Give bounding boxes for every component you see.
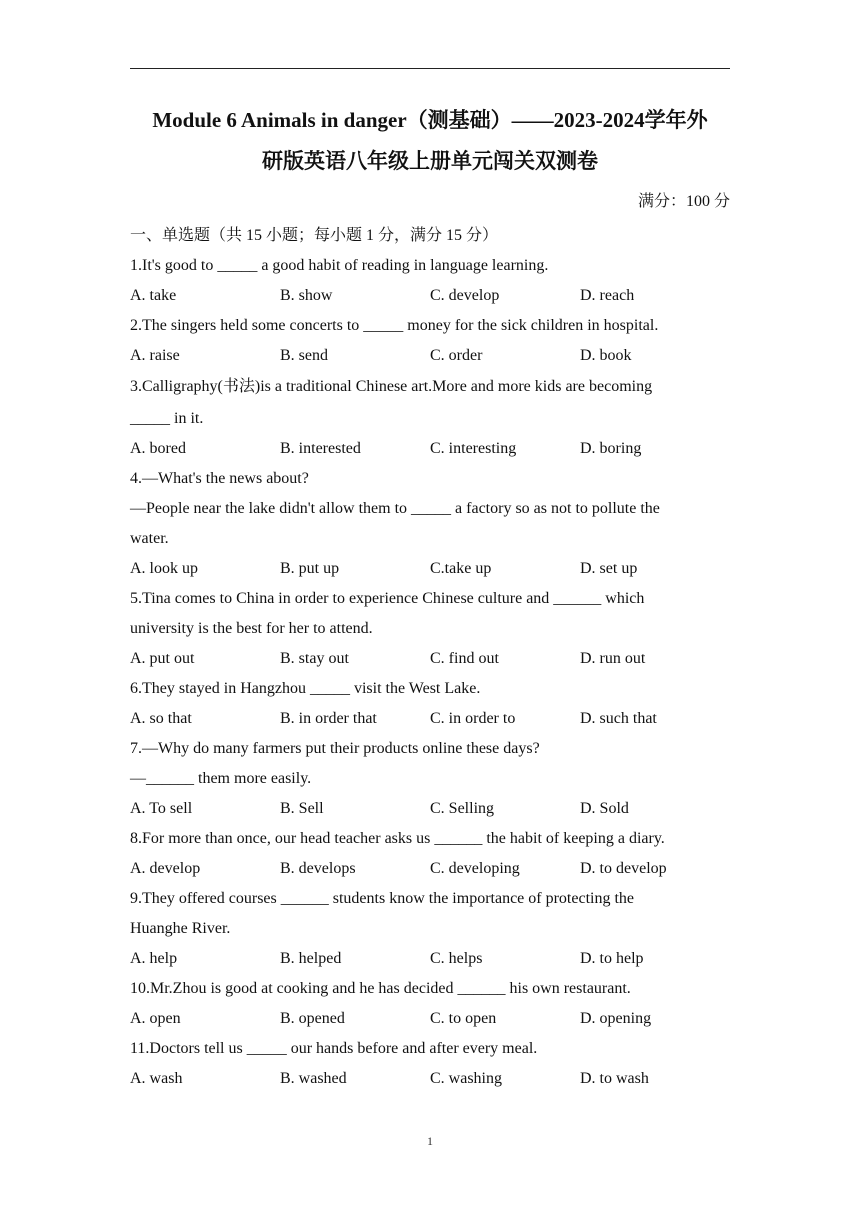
- option-d: D. Sold: [580, 800, 629, 817]
- option-c: C. interesting: [430, 440, 517, 457]
- options-4: [130, 554, 730, 584]
- question-6: [130, 674, 730, 704]
- option-d: D. to develop: [580, 860, 667, 877]
- option-c: C. in order to: [430, 710, 516, 727]
- option-c: C.take up: [430, 560, 492, 577]
- option-b: B. develops: [280, 860, 356, 877]
- option-b: B. washed: [280, 1070, 347, 1087]
- option-d: D. reach: [580, 287, 635, 304]
- option-d: D. to help: [580, 950, 644, 967]
- page-title-line2: 研版英语八年级上册单元闯关双测卷: [262, 149, 598, 173]
- question-10: [130, 974, 730, 1004]
- option-a: A. so that: [130, 710, 192, 727]
- question-text: 7.—Why do many farmers put their products online these days?: [130, 740, 540, 757]
- option-c: C. develop: [430, 287, 500, 304]
- option-d: D. such that: [580, 710, 657, 727]
- page-number: 1: [427, 1134, 433, 1148]
- question-text: 9.They offered courses ______ students know the importance of protecting the: [130, 890, 635, 907]
- options-3: [130, 434, 730, 464]
- question-2: [130, 311, 730, 341]
- option-a: A. develop: [130, 860, 201, 877]
- question-text: 11.Doctors tell us _____ our hands before and after every meal.: [130, 1040, 538, 1057]
- option-a: A. raise: [130, 347, 180, 364]
- question-11: [130, 1034, 730, 1064]
- option-a: A. bored: [130, 440, 186, 457]
- option-b: B. helped: [280, 950, 342, 967]
- options-6: [130, 704, 730, 734]
- question-4: [130, 464, 730, 554]
- option-a: A. put out: [130, 650, 195, 667]
- option-c: C. find out: [430, 650, 499, 667]
- question-text: 10.Mr.Zhou is good at cooking and he has decided ______ his own restaurant.: [130, 980, 631, 997]
- question-3: [130, 372, 730, 434]
- option-d: D. set up: [580, 560, 638, 577]
- option-b: B. Sell: [280, 800, 324, 817]
- question-1: [130, 251, 730, 281]
- question-text: —People near the lake didn't allow them to _____ a factory so as not to pollute the: [130, 500, 660, 517]
- option-d: D. boring: [580, 440, 642, 457]
- option-b: B. send: [280, 347, 328, 364]
- question-text: 8.For more than once, our head teacher asks us ______ the habit of keeping a diary.: [130, 830, 665, 847]
- question-text: 2.The singers held some concerts to _____ money for the sick children in hospital.: [130, 317, 659, 334]
- section-title: 一、单选题（共 15 小题；每小题 1 分，满分 15 分）: [130, 227, 499, 244]
- question-text: 6.They stayed in Hangzhou _____ visit the West Lake.: [130, 680, 481, 697]
- option-b: B. opened: [280, 1010, 345, 1027]
- page-title: Module 6 Animals in danger（测基础）——2023-2024学年外: [152, 108, 708, 132]
- question-8: [130, 824, 730, 854]
- option-a: A. wash: [130, 1070, 183, 1087]
- option-a: A. take: [130, 287, 177, 304]
- question-text: university is the best for her to attend.: [130, 620, 373, 637]
- options-1: [130, 281, 730, 311]
- question-text: water.: [130, 530, 169, 547]
- question-text: 5.Tina comes to China in order to experience Chinese culture and ______ which: [130, 590, 645, 607]
- option-c: C. developing: [430, 860, 520, 877]
- option-a: A. help: [130, 950, 178, 967]
- question-text: Huanghe River.: [130, 920, 231, 937]
- options-11: [130, 1064, 730, 1094]
- question-7: [130, 734, 730, 794]
- option-c: C. Selling: [430, 800, 495, 817]
- question-9: [130, 884, 730, 944]
- option-b: B. interested: [280, 440, 361, 457]
- option-a: A. look up: [130, 560, 198, 577]
- option-b: B. show: [280, 287, 333, 304]
- question-text: 1.It's good to _____ a good habit of reading in language learning.: [130, 257, 549, 274]
- option-c: C. washing: [430, 1070, 502, 1087]
- options-7: [130, 794, 730, 824]
- option-d: D. run out: [580, 650, 646, 667]
- option-b: B. stay out: [280, 650, 349, 667]
- question-5: [130, 584, 730, 644]
- options-10: [130, 1004, 730, 1034]
- question-text: 3.Calligraphy(书法)is a traditional Chinese art.More and more kids are becoming: [130, 378, 653, 395]
- option-c: C. helps: [430, 950, 483, 967]
- option-d: D. book: [580, 347, 632, 364]
- total-score: 满分：100 分: [637, 193, 730, 210]
- option-b: B. put up: [280, 560, 340, 577]
- option-c: C. to open: [430, 1010, 497, 1027]
- option-d: D. opening: [580, 1010, 652, 1027]
- options-2: [130, 341, 730, 371]
- header-rule: [130, 68, 730, 69]
- question-text: 4.—What's the news about?: [130, 470, 309, 487]
- option-a: A. open: [130, 1010, 181, 1027]
- option-d: D. to wash: [580, 1070, 649, 1087]
- options-5: [130, 644, 730, 674]
- options-8: [130, 854, 730, 884]
- option-a: A. To sell: [130, 800, 193, 817]
- option-b: B. in order that: [280, 710, 377, 727]
- options-9: [130, 944, 730, 974]
- option-c: C. order: [430, 347, 483, 364]
- question-text: _____ in it.: [130, 410, 204, 427]
- question-text: —______ them more easily.: [130, 770, 312, 787]
